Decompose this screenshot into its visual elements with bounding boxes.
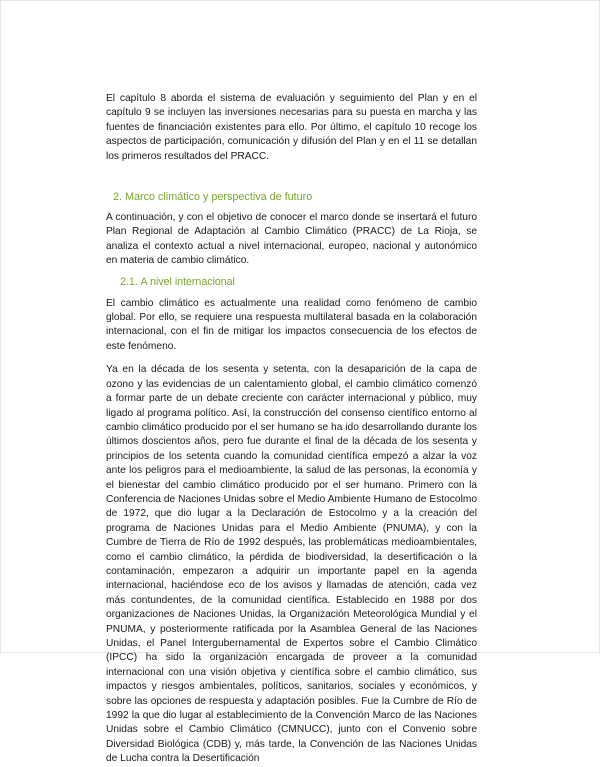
section-2-paragraph: A continuación, y con el objetivo de conocer el marco donde se insertará el futuro Plan Regional de Adaptación al Cambio Climático (PRACC) de La Rioja, se analiza el contexto actual a nivel internacional, europeo, nacional y autonómico en materia de cambio climático. xyxy=(106,212,477,267)
intro-paragraph: El capítulo 8 aborda el sistema de evaluación y seguimiento del Plan y en el capítulo 9 se incluyen las inversiones necesarias para su puesta en marcha y las fuentes de financiación existentes para ello. Por último, el capítulo 10 recoge los aspectos de participación, comunicación y difusión del Plan y en el 11 se detallan los primeros resultados del PRACC. xyxy=(106,93,477,162)
subsection-heading-2-1 xyxy=(120,275,477,289)
document-body xyxy=(106,92,477,767)
section-heading-2 xyxy=(113,190,477,204)
subsection-title: A nivel internacional xyxy=(140,275,235,288)
subsection-number: 2.1. xyxy=(120,275,138,288)
paragraph: El cambio climático es actualmente una realidad como fenómeno de cambio global. Por ello, se requiere una respuesta multilateral basada en la colaboración internacional, con el fin de mitigar los impactos consecuencia de los efectos de este fenómeno. xyxy=(106,297,477,352)
section-number: 2. xyxy=(113,191,123,204)
section-title: Marco climático y perspectiva de futuro xyxy=(125,191,313,204)
paragraph: Ya en la década de los sesenta y setenta, con la desaparición de la capa de ozono y las evidencias de un calentamiento global, el cambio climático comenzó a formar parte de un debate creciente con carácter internacional y público, muy ligado al programa político. Así, la construcción del consenso científico entorno al cambio climático producido por el ser humano se ha ido desarrollando durante los últimos doscientos años, pero fue durante el final de la década de los sesenta y principios de los setenta cuando la comunidad científica empezó a alzar la voz ante los peligros para el medioambiente, la salud de las personas, la economía y el bienestar del cambio climático producido por el ser humano. Primero con la Conferencia de Naciones Unidas sobre el Medio Ambiente Humano de Estocolmo de 1972, que dio lugar a la Declaración de Estocolmo y a la creación del programa de Naciones Unidas para el Medio Ambiente (PNUMA), y con la Cumbre de Tierra de Río de 1992 después, las problemáticas medioambientales, como el cambio climático, la pérdida de biodiversidad, la desertificación o la contaminación, empezaron a adquirir un importante papel en la agenda internacional, haciéndose eco de los avisos y llamadas de atención, cada vez más contundentes, de la comunidad científica. Establecido en 1988 por dos organizaciones de Naciones Unidas, la Organización Meteorológica Mundial y el PNUMA, y posteriormente ratificada por la Asamblea General de las Naciones Unidas, el Panel Intergubernamental de Expertos sobre el Cambio Climático (IPCC) ha sido la organización encargada de proveer a la comunidad internacional con una visión objetiva y científica sobre el cambio climático, sus impactos y riesgos ambientales, políticos, sanitarios, sociales y económicos, y sobre las opciones de respuesta y adaptación posibles. Fue la Cumbre de Río de 1992 la que dio lugar al establecimiento de la Convención Marco de las Naciones Unidas sobre el Cambio Climático (CMNUCC), junto con el Convenio sobre Diversidad Biológica (CDB) y, más tarde, la Convención de las Naciones Unidas de Lucha contra la Desertificación xyxy=(106,364,477,765)
